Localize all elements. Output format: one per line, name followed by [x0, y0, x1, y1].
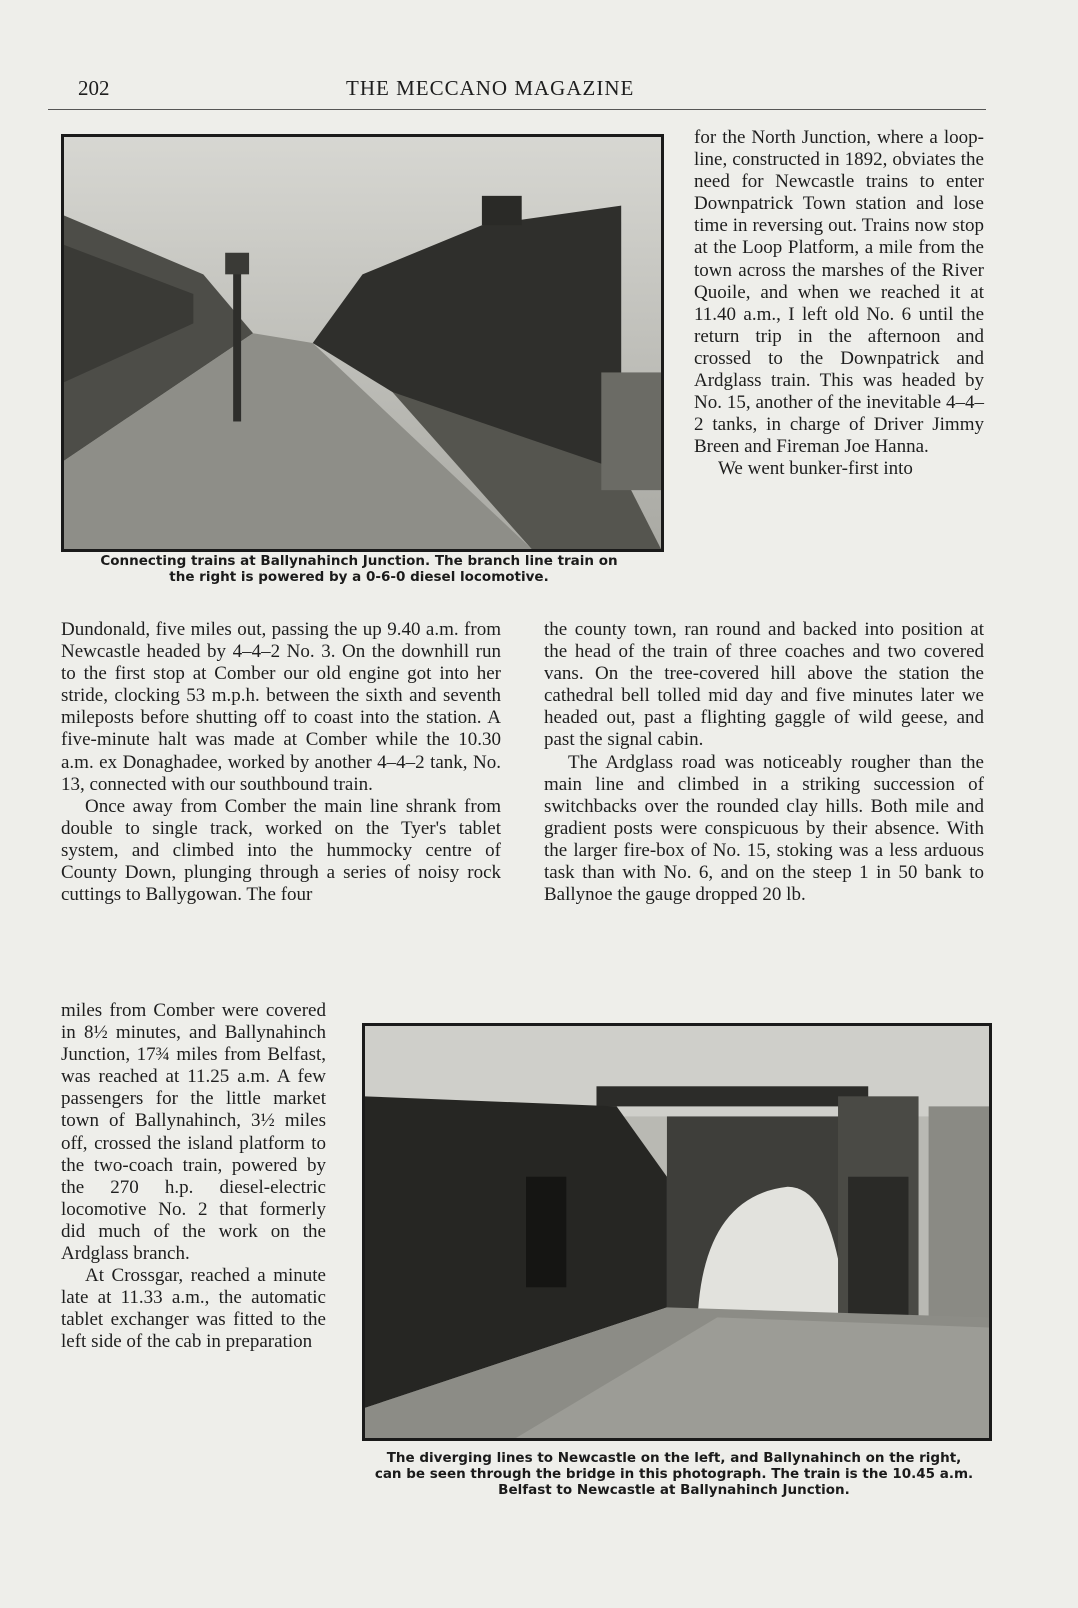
photo-ballynahinch-platform [61, 134, 664, 552]
paragraph: Once away from Comber the main line shrank from double to single track, worked on the Tyer's tablet system, and climbed into the hummocky centre of County Down, plunging through a series of noisy rock cuttings to Ballygowan. The four [61, 795, 501, 906]
right-column-top [694, 127, 984, 481]
paragraph: We went bunker-first into [718, 458, 913, 480]
photo2-caption-line: can be seen through the bridge in this photograph. The train is the 10.45 a.m. [374, 1466, 974, 1482]
left-column-bottom [61, 1000, 326, 1354]
photo-bridge-diverging-lines [362, 1023, 992, 1441]
header-rule [48, 109, 986, 110]
paragraph: At Crossgar, reached a minute late at 11.33 a.m., the automatic tablet exchanger was fitted to the left side of the cab in preparation [61, 1265, 326, 1353]
magazine-title: THE MECCANO MAGAZINE [346, 76, 635, 100]
photo2-caption-line: The diverging lines to Newcastle on the left, and Ballynahinch on the right, [386, 1450, 962, 1466]
right-column-middle [544, 619, 984, 906]
paragraph: Dundonald, five miles out, passing the up 9.40 a.m. from Newcastle headed by 4–4–2 No. 3. On the downhill run to the first stop at Comber our old engine got into her stride, clocking 53 m.p.h. between the sixth and seventh mileposts before shutting off to coast into the station. A five-minute halt was made at Comber while the 10.30 a.m. ex Donaghadee, worked by another 4–4–2 tank, No. 13, connected with our southbound train. [61, 619, 501, 795]
paragraph: miles from Comber were covered in 8½ minutes, and Ballynahinch Junction, 17¾ miles from Belfast, was reached at 11.25 a.m. A few passengers for the little market town of Ballynahinch, 3½ miles off, crossed the island platform to the two-coach train, powered by the 270 h.p. diesel-electric locomotive No. 2 that formerly did much of the work on the Ardglass branch. [61, 1000, 326, 1265]
photo2-caption [356, 1450, 992, 1498]
left-column-middle [61, 619, 501, 906]
photo1-caption-line: Connecting trains at Ballynahinch Junction. The branch line train on [100, 553, 618, 569]
page-number: 202 [78, 76, 110, 100]
paragraph: for the North Junction, where a loop-line, constructed in 1892, obviates the need for Newcastle trains to enter Downpatrick Town station and lose time in reversing out. Trains now stop at the Loop Platform, a mile from the town across the marshes of the River Quoile, and when we reached it at 11.40 a.m., I left old No. 6 until the return trip in the afternoon and crossed to the Downpatrick and Ardglass train. This was headed by No. 15, another of the inevitable 4–4–2 tanks, in charge of Driver Jimmy Breen and Fireman Joe Hanna. [694, 127, 984, 458]
photo1-caption-line: the right is powered by a 0-6-0 diesel locomotive. [169, 569, 549, 585]
photo1-caption [52, 553, 666, 585]
paragraph: the county town, ran round and backed into position at the head of the train of three coaches and two covered vans. On the tree-covered hill above the station the cathedral bell tolled mid day and five minutes later we headed out, past a flighting gaggle of wild geese, and past the signal cabin. [544, 619, 984, 751]
paragraph: The Ardglass road was noticeably rougher than the main line and climbed in a striking succession of switchbacks over the rounded clay hills. Both mile and gradient posts were conspicuous by their absence. With the larger fire-box of No. 15, stoking was a less arduous task than with No. 6, and on the steep 1 in 50 bank to Ballynoe the gauge dropped 20 lb. [544, 751, 984, 906]
photo2-caption-line: Belfast to Newcastle at Ballynahinch Junction. [498, 1482, 850, 1498]
